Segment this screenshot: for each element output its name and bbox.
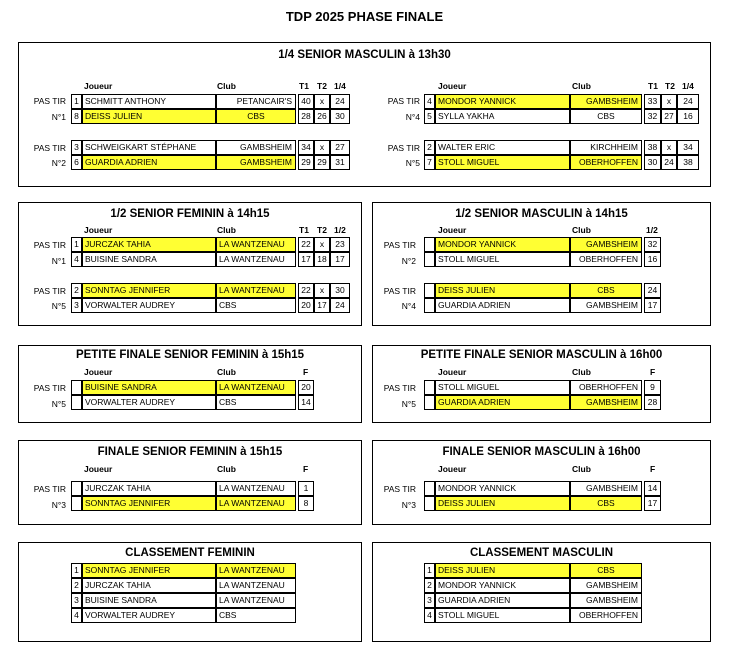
match-number-label: N°3 xyxy=(401,500,416,510)
club-cell-winner: LA WANTZENAU xyxy=(216,283,296,298)
club-cell-winner: LA WANTZENAU xyxy=(216,237,296,252)
header-half: 1/2 xyxy=(646,225,658,235)
player-cell: SCHMITT ANTHONY xyxy=(82,94,216,109)
score-cell: 24 xyxy=(330,298,350,313)
score-cell: x xyxy=(314,237,330,252)
header-final: F xyxy=(303,367,309,377)
seed-cell xyxy=(424,252,435,267)
qf-title: 1/4 SENIOR MASCULIN à 13h30 xyxy=(278,49,451,61)
club-cell-winner: GAMBSHEIM xyxy=(216,155,296,170)
header-joueur: Joueur xyxy=(84,225,113,235)
club-cell-winner: CBS xyxy=(216,109,296,124)
seed-cell: 4 xyxy=(71,252,82,267)
f-f-title: FINALE SENIOR FEMININ à 15h15 xyxy=(97,446,283,458)
player-cell: SYLLA YAKHA xyxy=(435,109,570,124)
page-title: TDP 2025 PHASE FINALE xyxy=(285,9,444,24)
header-club: Club xyxy=(572,367,591,377)
seed-cell xyxy=(424,237,435,252)
score-cell: 27 xyxy=(661,109,677,124)
header-club: Club xyxy=(217,367,236,377)
header-joueur: Joueur xyxy=(438,81,467,91)
player-cell: GUARDIA ADRIEN xyxy=(435,593,570,608)
sf-f-title: 1/2 SENIOR FEMININ à 14h15 xyxy=(110,208,270,220)
header-club: Club xyxy=(572,225,591,235)
header-joueur: Joueur xyxy=(438,225,467,235)
header-t1: T1 xyxy=(299,225,309,235)
pas-tir-label: PAS TIR xyxy=(33,240,66,250)
player-cell-winner: MONDOR YANNICK xyxy=(435,94,570,109)
pas-tir-label: PAS TIR xyxy=(383,286,416,296)
club-cell: KIRCHHEIM xyxy=(570,140,642,155)
score-cell: 34 xyxy=(298,140,314,155)
player-cell: JURCZAK TAHIA xyxy=(82,481,216,496)
header-t2: T2 xyxy=(317,81,327,91)
club-cell-winner: CBS xyxy=(570,496,642,511)
rank-cell: 2 xyxy=(424,578,435,593)
score-cell: 24 xyxy=(330,94,350,109)
player-cell-winner: DEISS JULIEN xyxy=(82,109,216,124)
match-number-label: N°1 xyxy=(51,112,66,122)
club-cell: PETANCAIR'S xyxy=(216,94,296,109)
header-joueur: Joueur xyxy=(84,81,113,91)
player-cell-winner: SONNTAG JENNIFER xyxy=(82,283,216,298)
player-cell: MONDOR YANNICK xyxy=(435,481,570,496)
club-cell: CBS xyxy=(570,109,642,124)
score-cell: 34 xyxy=(677,140,699,155)
pas-tir-label: PAS TIR xyxy=(387,96,420,106)
club-cell: CBS xyxy=(216,608,296,623)
score-cell: 20 xyxy=(298,380,314,395)
player-cell-winner: GUARDIA ADRIEN xyxy=(82,155,216,170)
score-cell: 14 xyxy=(298,395,314,410)
header-club: Club xyxy=(217,225,236,235)
seed-cell xyxy=(424,496,435,511)
pas-tir-label: PAS TIR xyxy=(33,96,66,106)
player-cell: BUISINE SANDRA xyxy=(82,593,216,608)
club-cell: GAMBSHEIM xyxy=(570,298,642,313)
club-cell-winner: LA WANTZENAU xyxy=(216,496,296,511)
player-cell: VORWALTER AUDREY xyxy=(82,298,216,313)
pas-tir-label: PAS TIR xyxy=(383,484,416,494)
rank-f-title: CLASSEMENT FEMININ xyxy=(125,547,255,559)
rank-m-title: CLASSEMENT MASCULIN xyxy=(469,547,614,559)
score-cell: 24 xyxy=(644,283,661,298)
club-cell-winner: GAMBSHEIM xyxy=(570,237,642,252)
player-cell-winner: DEISS JULIEN xyxy=(435,283,570,298)
player-cell: VORWALTER AUDREY xyxy=(82,608,216,623)
player-cell-winner: MONDOR YANNICK xyxy=(435,237,570,252)
pas-tir-label: PAS TIR xyxy=(33,383,66,393)
score-cell: 9 xyxy=(644,380,661,395)
seed-cell xyxy=(424,283,435,298)
seed-cell xyxy=(71,481,82,496)
match-number-label: N°5 xyxy=(401,399,416,409)
rank-cell: 4 xyxy=(71,608,82,623)
score-cell: 24 xyxy=(661,155,677,170)
score-cell: 1 xyxy=(298,481,314,496)
seed-cell: 8 xyxy=(71,109,82,124)
header-t1: T1 xyxy=(648,81,658,91)
match-number-label: N°4 xyxy=(401,301,416,311)
match-number-label: N°1 xyxy=(51,256,66,266)
club-cell: GAMBSHEIM xyxy=(570,578,642,593)
score-cell: 28 xyxy=(298,109,314,124)
club-cell-winner: CBS xyxy=(570,283,642,298)
sf-m-title: 1/2 SENIOR MASCULIN à 14h15 xyxy=(455,208,628,220)
player-cell: JURCZAK TAHIA xyxy=(82,578,216,593)
rank-cell: 1 xyxy=(424,563,435,578)
club-cell: GAMBSHEIM xyxy=(570,593,642,608)
club-cell: LA WANTZENAU xyxy=(216,578,296,593)
match-number-label: N°5 xyxy=(51,399,66,409)
score-cell: 16 xyxy=(677,109,699,124)
seed-cell xyxy=(71,395,82,410)
header-joueur: Joueur xyxy=(438,367,467,377)
f-m-title: FINALE SENIOR MASCULIN à 16h00 xyxy=(442,446,641,458)
pas-tir-label: PAS TIR xyxy=(33,143,66,153)
score-cell: 29 xyxy=(298,155,314,170)
seed-cell xyxy=(424,395,435,410)
pf-m-title: PETITE FINALE SENIOR MASCULIN à 16h00 xyxy=(420,349,663,361)
score-cell: 8 xyxy=(298,496,314,511)
player-cell-winner: DEISS JULIEN xyxy=(435,563,570,578)
seed-cell: 7 xyxy=(424,155,435,170)
header-t2: T2 xyxy=(317,225,327,235)
seed-cell: 2 xyxy=(71,283,82,298)
seed-cell xyxy=(424,298,435,313)
club-cell: LA WANTZENAU xyxy=(216,593,296,608)
player-cell-winner: GUARDIA ADRIEN xyxy=(435,395,570,410)
score-cell: 16 xyxy=(644,252,661,267)
header-club: Club xyxy=(217,81,236,91)
player-cell: STOLL MIGUEL xyxy=(435,380,570,395)
pas-tir-label: PAS TIR xyxy=(33,484,66,494)
seed-cell: 4 xyxy=(424,94,435,109)
score-cell: 22 xyxy=(298,237,314,252)
pas-tir-label: PAS TIR xyxy=(383,240,416,250)
score-cell: x xyxy=(314,140,330,155)
seed-cell xyxy=(424,481,435,496)
score-cell: 22 xyxy=(298,283,314,298)
score-cell: 17 xyxy=(330,252,350,267)
header-quarter: 1/4 xyxy=(682,81,694,91)
rank-cell: 3 xyxy=(71,593,82,608)
header-club: Club xyxy=(572,81,591,91)
club-cell-winner: LA WANTZENAU xyxy=(216,380,296,395)
seed-cell xyxy=(71,496,82,511)
player-cell-winner: STOLL MIGUEL xyxy=(435,155,570,170)
player-cell: STOLL MIGUEL xyxy=(435,608,570,623)
header-final: F xyxy=(303,464,309,474)
score-cell: 17 xyxy=(314,298,330,313)
score-cell: 26 xyxy=(314,109,330,124)
player-cell: GUARDIA ADRIEN xyxy=(435,298,570,313)
rank-cell: 4 xyxy=(424,608,435,623)
seed-cell: 3 xyxy=(71,298,82,313)
score-cell: 24 xyxy=(677,94,699,109)
seed-cell: 2 xyxy=(424,140,435,155)
match-number-label: N°2 xyxy=(401,256,416,266)
club-cell: LA WANTZENAU xyxy=(216,481,296,496)
match-number-label: N°4 xyxy=(405,112,420,122)
score-cell: x xyxy=(661,140,677,155)
header-half: 1/2 xyxy=(334,225,346,235)
player-cell: STOLL MIGUEL xyxy=(435,252,570,267)
header-joueur: Joueur xyxy=(84,464,113,474)
header-joueur: Joueur xyxy=(438,464,467,474)
score-cell: 30 xyxy=(644,155,661,170)
header-t1: T1 xyxy=(299,81,309,91)
score-cell: 14 xyxy=(644,481,661,496)
score-cell: 20 xyxy=(298,298,314,313)
seed-cell: 1 xyxy=(71,237,82,252)
club-cell-winner: OBERHOFFEN xyxy=(570,155,642,170)
club-cell: OBERHOFFEN xyxy=(570,608,642,623)
seed-cell xyxy=(424,380,435,395)
score-cell: 18 xyxy=(314,252,330,267)
score-cell: 17 xyxy=(644,298,661,313)
seed-cell: 3 xyxy=(71,140,82,155)
match-number-label: N°5 xyxy=(405,158,420,168)
score-cell: x xyxy=(661,94,677,109)
player-cell-winner: JURCZAK TAHIA xyxy=(82,237,216,252)
header-final: F xyxy=(650,464,656,474)
club-cell: OBERHOFFEN xyxy=(570,252,642,267)
score-cell: x xyxy=(314,94,330,109)
rank-cell: 3 xyxy=(424,593,435,608)
seed-cell xyxy=(71,380,82,395)
player-cell: SCHWEIGKART STÉPHANE xyxy=(82,140,216,155)
score-cell: 38 xyxy=(677,155,699,170)
score-cell: 17 xyxy=(298,252,314,267)
header-club: Club xyxy=(217,464,236,474)
player-cell-winner: BUISINE SANDRA xyxy=(82,380,216,395)
club-cell: CBS xyxy=(216,298,296,313)
header-club: Club xyxy=(572,464,591,474)
pas-tir-label: PAS TIR xyxy=(33,286,66,296)
score-cell: 32 xyxy=(644,237,661,252)
club-cell-winner: LA WANTZENAU xyxy=(216,563,296,578)
club-cell: CBS xyxy=(216,395,296,410)
header-final: F xyxy=(650,367,656,377)
score-cell: 29 xyxy=(314,155,330,170)
header-t2: T2 xyxy=(665,81,675,91)
score-cell: 27 xyxy=(330,140,350,155)
seed-cell: 6 xyxy=(71,155,82,170)
rank-cell: 1 xyxy=(71,563,82,578)
club-cell: OBERHOFFEN xyxy=(570,380,642,395)
club-cell-winner: GAMBSHEIM xyxy=(570,94,642,109)
player-cell: VORWALTER AUDREY xyxy=(82,395,216,410)
score-cell: 23 xyxy=(330,237,350,252)
match-number-label: N°5 xyxy=(51,301,66,311)
pas-tir-label: PAS TIR xyxy=(383,383,416,393)
match-number-label: N°2 xyxy=(51,158,66,168)
match-number-label: N°3 xyxy=(51,500,66,510)
score-cell: 33 xyxy=(644,94,661,109)
player-cell: WALTER ERIC xyxy=(435,140,570,155)
score-cell: 38 xyxy=(644,140,661,155)
player-cell: BUISINE SANDRA xyxy=(82,252,216,267)
score-cell: 32 xyxy=(644,109,661,124)
score-cell: 30 xyxy=(330,283,350,298)
score-cell: 30 xyxy=(330,109,350,124)
player-cell-winner: DEISS JULIEN xyxy=(435,496,570,511)
score-cell: x xyxy=(314,283,330,298)
score-cell: 40 xyxy=(298,94,314,109)
score-cell: 28 xyxy=(644,395,661,410)
player-cell: MONDOR YANNICK xyxy=(435,578,570,593)
player-cell-winner: SONNTAG JENNIFER xyxy=(82,496,216,511)
club-cell: LA WANTZENAU xyxy=(216,252,296,267)
club-cell-winner: CBS xyxy=(570,563,642,578)
rank-cell: 2 xyxy=(71,578,82,593)
pas-tir-label: PAS TIR xyxy=(387,143,420,153)
pf-f-title: PETITE FINALE SENIOR FEMININ à 15h15 xyxy=(75,349,305,361)
club-cell-winner: GAMBSHEIM xyxy=(570,395,642,410)
club-cell: GAMBSHEIM xyxy=(570,481,642,496)
header-quarter: 1/4 xyxy=(334,81,346,91)
score-cell: 17 xyxy=(644,496,661,511)
club-cell: GAMBSHEIM xyxy=(216,140,296,155)
seed-cell: 1 xyxy=(71,94,82,109)
player-cell-winner: SONNTAG JENNIFER xyxy=(82,563,216,578)
score-cell: 31 xyxy=(330,155,350,170)
seed-cell: 5 xyxy=(424,109,435,124)
header-joueur: Joueur xyxy=(84,367,113,377)
